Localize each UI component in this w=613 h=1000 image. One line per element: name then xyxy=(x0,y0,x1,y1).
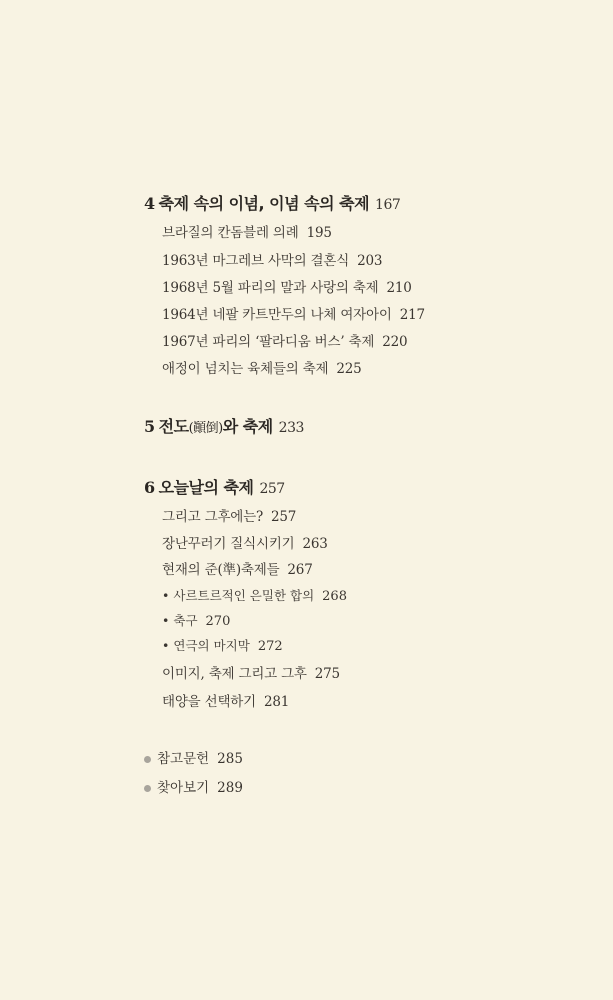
bullet-dot-icon xyxy=(144,785,151,792)
toc-subentry xyxy=(162,636,283,654)
entry-title: 애정이 넘치는 육체들의 축제 xyxy=(162,361,329,377)
chapter-title: 오늘날의 축제 xyxy=(158,478,254,497)
toc-entry xyxy=(162,532,328,552)
subentry-page: 268 xyxy=(322,589,347,604)
chapter-page: 233 xyxy=(278,420,304,436)
chapter-4-heading xyxy=(144,191,400,214)
toc-entry xyxy=(162,330,407,350)
entry-title: 그리고 그후에는? xyxy=(162,509,264,525)
toc-entry xyxy=(162,505,296,525)
back-matter-references xyxy=(144,747,243,767)
entry-page: 257 xyxy=(271,509,297,525)
toc-entry xyxy=(162,662,340,682)
entry-title: 현재의 준(準)축제들 xyxy=(162,562,280,578)
subentry-title: 축구 xyxy=(173,613,198,628)
entry-page: 195 xyxy=(306,225,332,241)
chapter-title-hanja: (顚倒) xyxy=(188,421,223,436)
entry-title: 장난꾸러기 질식시키기 xyxy=(162,536,295,552)
entry-page: 263 xyxy=(302,536,328,552)
entry-page: 225 xyxy=(336,361,362,377)
bullet-icon: • xyxy=(162,613,170,628)
subentry-page: 270 xyxy=(205,614,231,629)
bullet-dot-icon xyxy=(144,756,151,763)
chapter-page: 167 xyxy=(375,197,401,213)
entry-page: 267 xyxy=(287,562,313,578)
entry-title: 1963년 마그레브 사막의 결혼식 xyxy=(162,253,350,269)
chapter-page: 257 xyxy=(259,481,285,497)
toc-entry xyxy=(162,276,412,296)
back-matter-title: 찾아보기 xyxy=(157,780,210,796)
chapter-number: 6 xyxy=(144,478,155,497)
entry-title: 1964년 네팔 카트만두의 나체 여자아이 xyxy=(162,307,392,323)
chapter-6-heading xyxy=(144,475,285,498)
toc-entry xyxy=(162,558,313,578)
back-matter-page: 289 xyxy=(217,780,243,796)
entry-title: 브라질의 칸돔블레 의례 xyxy=(162,225,299,241)
chapter-5-heading xyxy=(144,414,304,437)
entry-page: 203 xyxy=(357,253,383,269)
toc-entry xyxy=(162,303,425,323)
entry-title: 1968년 5월 파리의 말과 사랑의 축제 xyxy=(162,280,379,296)
entry-title: 태양을 선택하기 xyxy=(162,694,256,710)
subentry-title: 연극의 마지막 xyxy=(173,638,250,653)
toc-entry xyxy=(162,221,332,241)
bullet-icon: • xyxy=(162,588,170,603)
bullet-icon: • xyxy=(162,638,170,653)
chapter-title: 축제 속의 이념, 이념 속의 축제 xyxy=(158,194,370,213)
toc-entry xyxy=(162,690,289,710)
toc-entry xyxy=(162,249,382,269)
chapter-title: 전도 xyxy=(158,417,189,436)
toc-subentry xyxy=(162,611,230,629)
chapter-title-rest: 와 축제 xyxy=(222,417,273,436)
subentry-title: 사르트르적인 은밀한 합의 xyxy=(173,588,315,603)
entry-page: 220 xyxy=(382,334,408,350)
entry-title: 이미지, 축제 그리고 그후 xyxy=(162,666,307,682)
entry-page: 210 xyxy=(386,280,412,296)
chapter-number: 5 xyxy=(144,417,155,436)
back-matter-title: 참고문헌 xyxy=(157,751,210,767)
entry-page: 217 xyxy=(399,307,425,323)
chapter-number: 4 xyxy=(144,194,155,213)
entry-page: 281 xyxy=(263,694,290,710)
subentry-page: 272 xyxy=(257,639,283,654)
toc-entry xyxy=(162,357,362,377)
entry-page: 275 xyxy=(314,666,340,682)
back-matter-index xyxy=(144,776,243,796)
back-matter-page: 285 xyxy=(217,751,243,767)
toc-subentry xyxy=(162,586,347,604)
entry-title: 1967년 파리의 ‘팔라디움 버스’ 축제 xyxy=(162,334,375,350)
